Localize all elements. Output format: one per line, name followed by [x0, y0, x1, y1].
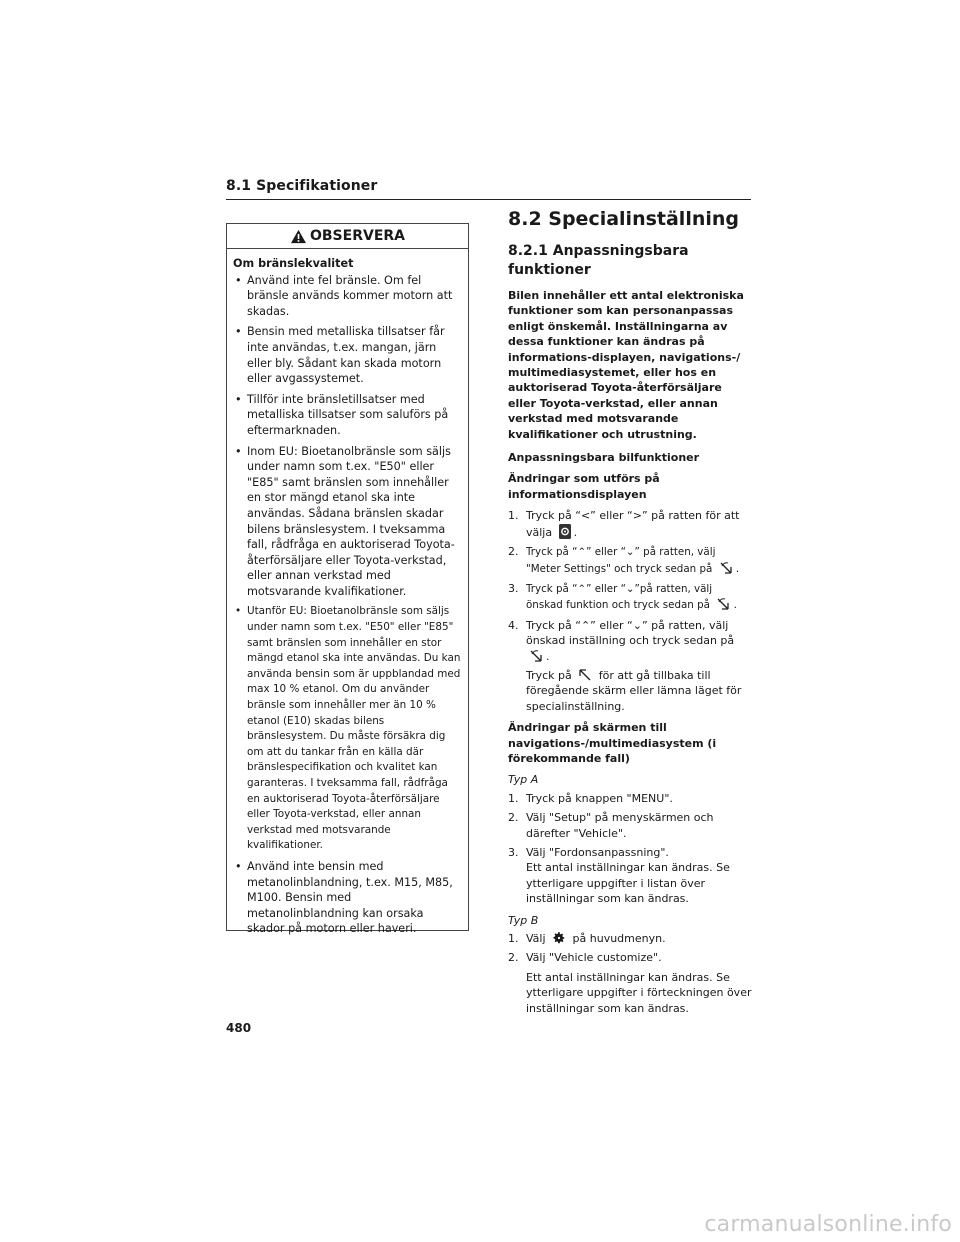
caution-label: OBSERVERA: [309, 228, 405, 244]
step-number: 3.: [508, 581, 519, 595]
chapter-title: 8.2 Specialinställning: [508, 208, 739, 230]
caution-title: Om bränslekvalitet: [233, 257, 354, 270]
step-item: [508, 544, 752, 577]
caution-item: • Inom EU: Bioetanolbränsle som säljs under namn som t.ex. "E50" eller "E85" samt bränslen som innehåller en stor mängd etanol ska inte användas. Sådana bränslen skadar bilens bränslesystem. I tveksamma fall, rådfråga en auktoriserad Toyota-återförsäljare eller Toyota-verkstad, eller annan verkstad med motsvarande kvalifikationer.: [233, 444, 464, 600]
caution-box: [226, 223, 469, 936]
type-a-label: Typ A: [508, 773, 539, 787]
type-b-steps: [508, 931, 752, 1016]
step-text: Tryck på “<” eller “>” på ratten för att välja: [526, 509, 740, 539]
step-item: [508, 618, 752, 664]
caution-header: [227, 224, 468, 249]
step-number: 3.: [508, 846, 519, 859]
step-number: 1.: [508, 791, 519, 805]
caution-item: • Använd inte fel bränsle. Om fel bränsle används kommer motorn att skadas.: [233, 273, 464, 320]
step-text: Välj "Setup" på menyskärmen och därefter "Vehicle".: [526, 811, 714, 840]
step-number: 2.: [508, 811, 519, 825]
step-item: [508, 581, 752, 614]
settings-gear-icon: [552, 931, 566, 945]
page-number: 480: [226, 1021, 252, 1035]
type-b-label: Typ B: [508, 913, 539, 927]
subheading-nav: Ändringar på skärmen till navigations-/multimediasystem (i förekommande fall): [508, 721, 717, 765]
section-title: 8.2.1 Anpassningsbara funktioner: [508, 243, 689, 278]
caution-item: • Tillför inte bränsletillsatser med metalliska tillsatser som saluförs på eftermarknaden.: [233, 392, 464, 439]
step-text-end: .: [733, 598, 737, 612]
step-note: Ett antal inställningar kan ändras. Se ytterligare uppgifter i listan över inställningar som kan ändras.: [526, 861, 730, 906]
type-a-steps: [508, 791, 752, 907]
step-number: 1.: [508, 509, 519, 523]
settings-gear-icon: [559, 524, 571, 539]
step-note: Ett antal inställningar kan ändras. Se ytterligare uppgifter i förteckningen över inställningar som kan ändras.: [526, 970, 752, 1015]
watermark: carmanualsonline.info: [704, 1212, 952, 1237]
section-header: 8.1 Specifikationer: [226, 178, 378, 194]
note-text: för att gå tillbaka till föregående skärm eller lämna läget för specialinställning.: [526, 668, 742, 713]
step-text: Välj "Fordonsanpassning".: [526, 846, 669, 859]
step-number: 2.: [508, 951, 519, 965]
caution-item: • Utanför EU: Bioetanolbränsle som säljs under namn som t.ex. "E50" eller "E85" samt bränslen som innehåller en stor mängd etanol ska inte användas. Du kan använda bensin som är uppblandad med max 10 % etanol. Om du använder bränsle som innehåller mer än 10 % etanol (E10) skadas bilens bränslesystem. Du måste försäkra dig om att du tankar från en källa där bränslespecifikation och kvalitet kan garanteras. I tveksamma fall, rådfråga en auktoriserad Toyota-återförsäljare eller Toyota-verkstad, eller annan verkstad med motsvarande kvalifikationer.: [233, 604, 464, 854]
step-item: [508, 845, 752, 907]
intro-paragraph: Bilen innehåller ett antal elektroniska funktioner som kan personanpassas enligt önskemål. Inställningarna av dessa funktioner kan ändras på informations-displayen, navigations-/ multimediasystemet, eller hos en auktoriserad Toyota-återförsäljare eller Toyota-verkstad, eller annan verkstad med motsvarande kvalifikationer och utrustning.: [508, 289, 744, 441]
subheading-display: Ändringar som utförs på informationsdisplayen: [508, 472, 660, 501]
step-text: Välj: [526, 932, 546, 946]
display-steps: [508, 508, 752, 714]
warning-triangle-icon: [290, 229, 307, 244]
step-item: [508, 810, 752, 841]
step-text-end: .: [546, 649, 550, 663]
step-text: Tryck på “⌃” eller “⌄” på ratten, välj önskad inställning och tryck sedan på: [526, 618, 735, 648]
step-text-end: .: [573, 525, 578, 539]
step-item: [508, 508, 752, 540]
step-number: 1.: [508, 932, 519, 946]
step-text: Tryck på knappen "MENU".: [526, 791, 673, 805]
step-text: Välj "Vehicle customize".: [526, 951, 662, 965]
caution-list: [233, 273, 464, 937]
step-text: Tryck på “⌃” eller “⌄”på ratten, välj önskad funktion och tryck sedan på: [526, 582, 713, 612]
subheading-bilfunktioner: Anpassningsbara bilfunktioner: [508, 451, 700, 465]
step-number: 4.: [508, 618, 519, 632]
caution-item: • Använd inte bensin med metanolinblandning, t.ex. M15, M85, M100. Bensin med metanolinblandning kan orsaka skador på motorn eller haveri.: [233, 859, 464, 937]
step-item: [508, 931, 752, 946]
caution-item: • Bensin med metalliska tillsatser får inte användas, t.ex. mangan, järn eller bly. Sådant kan skada motorn eller avgassystemet.: [233, 324, 464, 386]
step-number: 2.: [508, 545, 519, 559]
step-text-end: på huvudmenyn.: [572, 932, 666, 946]
main-column: [508, 206, 752, 1022]
back-arrow-icon: [578, 668, 592, 682]
header-divider: [226, 199, 751, 200]
confirm-ok-icon: [529, 649, 543, 663]
step-text: Tryck på “⌃” eller “⌄” på ratten, välj "Meter Settings" och tryck sedan på: [526, 546, 716, 575]
step-note: [508, 668, 752, 714]
note-text: Tryck på: [526, 668, 572, 682]
step-text-end: .: [735, 561, 740, 575]
step-item: [508, 950, 752, 965]
confirm-ok-icon: [719, 561, 733, 575]
step-item: [508, 791, 752, 806]
caution-body: [227, 249, 468, 937]
confirm-ok-icon: [716, 597, 730, 611]
